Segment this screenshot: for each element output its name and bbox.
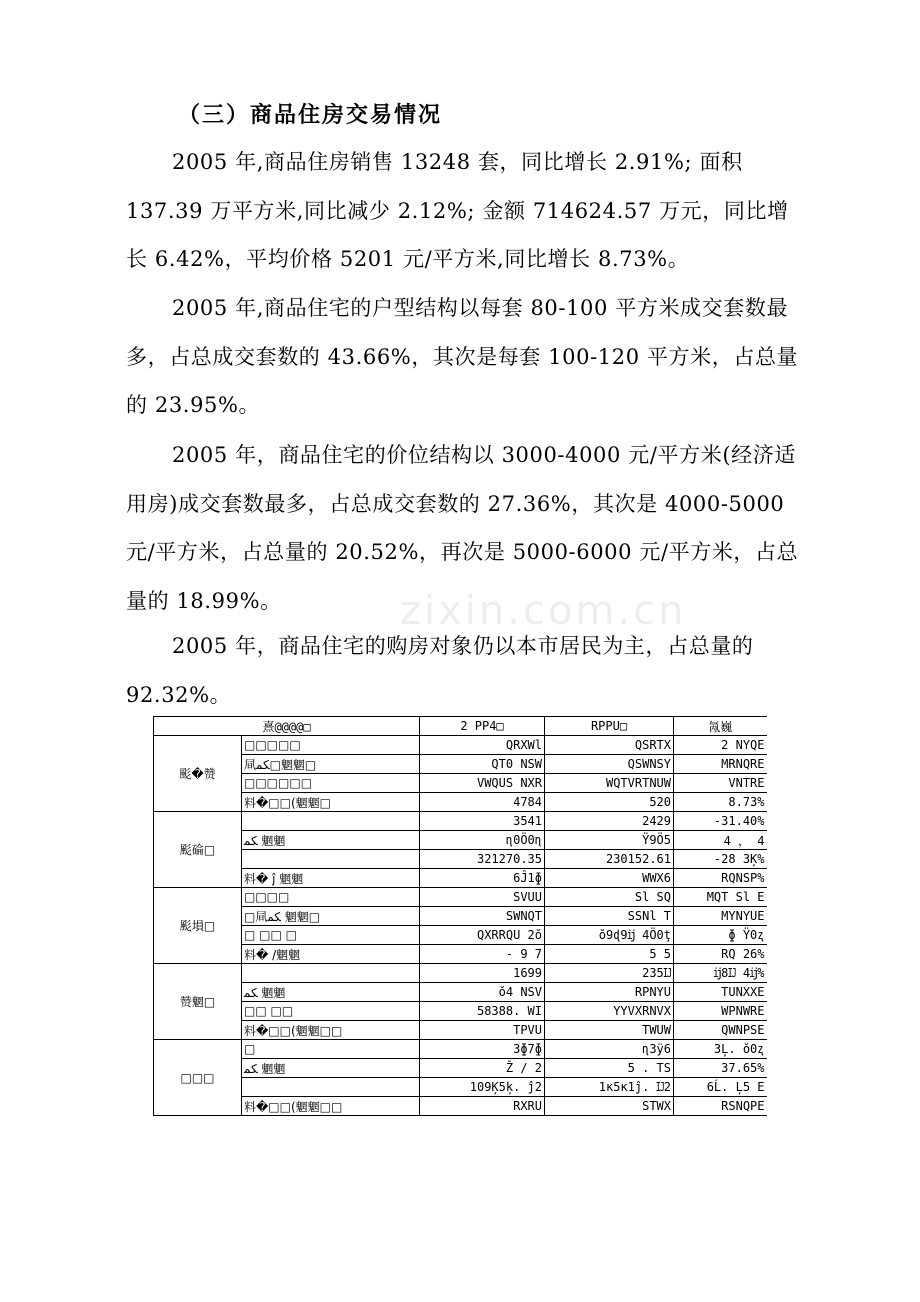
table-value-cell: - 9 7 <box>420 945 545 964</box>
table-row <box>154 755 767 774</box>
table-value-cell: SWNQT <box>420 907 545 926</box>
paragraph-sales-summary: 2005 年,商品住房销售 13248 套，同比增长 2.91%; 面积 137.39 万平方米,同比减少 2.12%; 金额 714624.57 万元，同比增长 6.42%，平均价格 5201 元/平方米,同比增长 8.73%。 <box>126 150 789 271</box>
table-row <box>154 1097 767 1116</box>
table-value-cell: 58388. WI <box>420 1002 545 1021</box>
table-row <box>154 812 767 831</box>
table-value-cell: WPNWRE <box>674 1002 767 1021</box>
table-item-cell: 凬ﻜﻤ□魍魍□ <box>242 755 420 774</box>
table-header-cell: 熹@@@@□ <box>154 717 420 736</box>
table-value-cell: ĳ8Ĳ 4ĳ% <box>674 964 767 983</box>
table-category-cell: 颩碖□ <box>154 812 242 888</box>
table-value-cell: SSNl T <box>545 907 674 926</box>
table-value-cell: 3ɸ7ɸ <box>420 1040 545 1059</box>
table-header-cell: 氝巍 <box>674 717 767 736</box>
table-value-cell: ŏ4 NSV <box>420 983 545 1002</box>
table-row <box>154 793 767 812</box>
table-value-cell: -31.40% <box>674 812 767 831</box>
table-value-cell: 321270.35 <box>420 850 545 869</box>
table-value-cell: QXRRQU 2ŏ <box>420 926 545 945</box>
watermark: zixin.com.cn <box>400 588 687 634</box>
table-value-cell: MRNQRE <box>674 755 767 774</box>
table-value-cell: 4 ， 4 <box>674 831 767 850</box>
table-value-cell: Ÿ9Ö5 <box>545 831 674 850</box>
table-item-cell: □□□□ <box>242 888 420 907</box>
table-header-row <box>154 717 767 736</box>
table-item-cell: 料� /魍魍 <box>242 945 420 964</box>
table-item-cell: □□ □□ <box>242 1002 420 1021</box>
table-value-cell: 3Ļ. ŏ0ʐ <box>674 1040 767 1059</box>
table-value-cell: WWX6 <box>545 869 674 888</box>
table-value-cell: QWNPSE <box>674 1021 767 1040</box>
table-value-cell: ɳ3ÿ6 <box>545 1040 674 1059</box>
table-value-cell: QRXWl <box>420 736 545 755</box>
table-item-cell: □□□□□ <box>242 736 420 755</box>
table-item-cell: ﻜﻤ 魍魍 <box>242 983 420 1002</box>
table-value-cell: VNTRE <box>674 774 767 793</box>
table-value-cell: WQTVRTNUW <box>545 774 674 793</box>
table-row <box>154 964 767 983</box>
table-row <box>154 907 767 926</box>
table-value-cell: 520 <box>545 793 674 812</box>
table-value-cell: QSWNSY <box>545 755 674 774</box>
table-category-cell: 颩塤□ <box>154 888 242 964</box>
table-value-cell: QT0 NSW <box>420 755 545 774</box>
table-row <box>154 774 767 793</box>
table-value-cell: 4784 <box>420 793 545 812</box>
table-value-cell: 1κ5κ1ĵ. Ĳ2 <box>545 1078 674 1097</box>
table-item-cell <box>242 812 420 831</box>
table-item-cell: 料� ĵ 魍魍 <box>242 869 420 888</box>
table-value-cell: RSNQPE <box>674 1097 767 1116</box>
table-row <box>154 736 767 755</box>
table-value-cell: 2429 <box>545 812 674 831</box>
table-item-cell <box>242 964 420 983</box>
table-value-cell: -28 3Ķ% <box>674 850 767 869</box>
table-value-cell: QSRTX <box>545 736 674 755</box>
table-value-cell: RXRU <box>420 1097 545 1116</box>
table-value-cell: 2 NYQE <box>674 736 767 755</box>
table-item-cell: ﻜﻤ 魍魍 <box>242 1059 420 1078</box>
table-value-cell: VWQUS NXR <box>420 774 545 793</box>
paragraph-unit-structure: 2005 年,商品住宅的户型结构以每套 80-100 平方米成交套数最多，占总成交套数的 43.66%，其次是每套 100-120 平方米，占总量的 23.95%。 <box>126 296 799 417</box>
table-category-cell: □□□ <box>154 1040 242 1116</box>
table-value-cell: Sl SQ <box>545 888 674 907</box>
table-row <box>154 1002 767 1021</box>
table-value-cell: RQNSP% <box>674 869 767 888</box>
table-category-cell: 颩�赞 <box>154 736 242 812</box>
table-row <box>154 1021 767 1040</box>
table-item-cell: □ □□ □ <box>242 926 420 945</box>
table-value-cell: RQ 26% <box>674 945 767 964</box>
table-header-cell: RPPU□ <box>545 717 674 736</box>
table-value-cell: 6Ĵ1ɸ <box>420 869 545 888</box>
table-value-cell: MYNYUE <box>674 907 767 926</box>
table-value-cell: 230152.61 <box>545 850 674 869</box>
table-value-cell: RPNYU <box>545 983 674 1002</box>
table-value-cell: 6Ĺ. Ļ5 E <box>674 1078 767 1097</box>
table-item-cell <box>242 1078 420 1097</box>
table-value-cell: ŏ9ɖ9ĳ 4Ö0ţ <box>545 926 674 945</box>
table-row <box>154 1059 767 1078</box>
table-item-cell: □□□□□□ <box>242 774 420 793</box>
table-item-cell: □凬ﻜﻤ 魍魍□ <box>242 907 420 926</box>
statistics-table <box>153 716 767 1116</box>
paragraph-buyer-structure: 2005 年，商品住宅的购房对象仍以本市居民为主，占总量的 92.32%。 <box>126 634 754 707</box>
table-value-cell: 235Ĳ <box>545 964 674 983</box>
table-value-cell: YYVXRNVX <box>545 1002 674 1021</box>
paragraph-price-structure: 2005 年，商品住宅的价位结构以 3000-4000 元/平方米(经济适用房)成交套数最多，占总成交套数的 27.36%，其次是 4000-5000 元/平方米，占总量的 20.52%，再次是 5000-6000 元/平方米，占总量的 18.99%。 <box>126 443 799 613</box>
table-row <box>154 869 767 888</box>
table-value-cell: 8.73% <box>674 793 767 812</box>
table-value-cell: MQT Sl E <box>674 888 767 907</box>
table-row <box>154 831 767 850</box>
table-item-cell: 料�□□(魍魍□□ <box>242 1021 420 1040</box>
table-row <box>154 1078 767 1097</box>
table-value-cell: SVUU <box>420 888 545 907</box>
table-value-cell: TWUW <box>545 1021 674 1040</box>
table-row <box>154 945 767 964</box>
table-value-cell: ɸ Ÿ0ʐ <box>674 926 767 945</box>
table-item-cell <box>242 850 420 869</box>
table-row <box>154 983 767 1002</box>
table-value-cell: STWX <box>545 1097 674 1116</box>
table-row <box>154 850 767 869</box>
table-item-cell: □ <box>242 1040 420 1059</box>
table-value-cell: 3541 <box>420 812 545 831</box>
table-header-cell: 2 PP4□ <box>420 717 545 736</box>
table-value-cell: 5 . TS <box>545 1059 674 1078</box>
table-item-cell: 料�□□(魍魍□□ <box>242 1097 420 1116</box>
table-value-cell: 5 5 <box>545 945 674 964</box>
table-value-cell: Ž / 2 <box>420 1059 545 1078</box>
table-row <box>154 926 767 945</box>
table-value-cell: TUNXXE <box>674 983 767 1002</box>
table-value-cell: 37.65% <box>674 1059 767 1078</box>
table-value-cell: ɳ0Ö0ɳ <box>420 831 545 850</box>
table-row <box>154 1040 767 1059</box>
section-heading: （三）商品住房交易情况 <box>178 103 443 128</box>
table-item-cell: 料�□□(魍魍□ <box>242 793 420 812</box>
table-row <box>154 888 767 907</box>
table-category-cell: 赞魍□ <box>154 964 242 1040</box>
table-value-cell: 109Ķ5ķ. ĵ2 <box>420 1078 545 1097</box>
table-value-cell: 1699 <box>420 964 545 983</box>
table-value-cell: TPVU <box>420 1021 545 1040</box>
table-item-cell: ﻜﻤ 魍魍 <box>242 831 420 850</box>
